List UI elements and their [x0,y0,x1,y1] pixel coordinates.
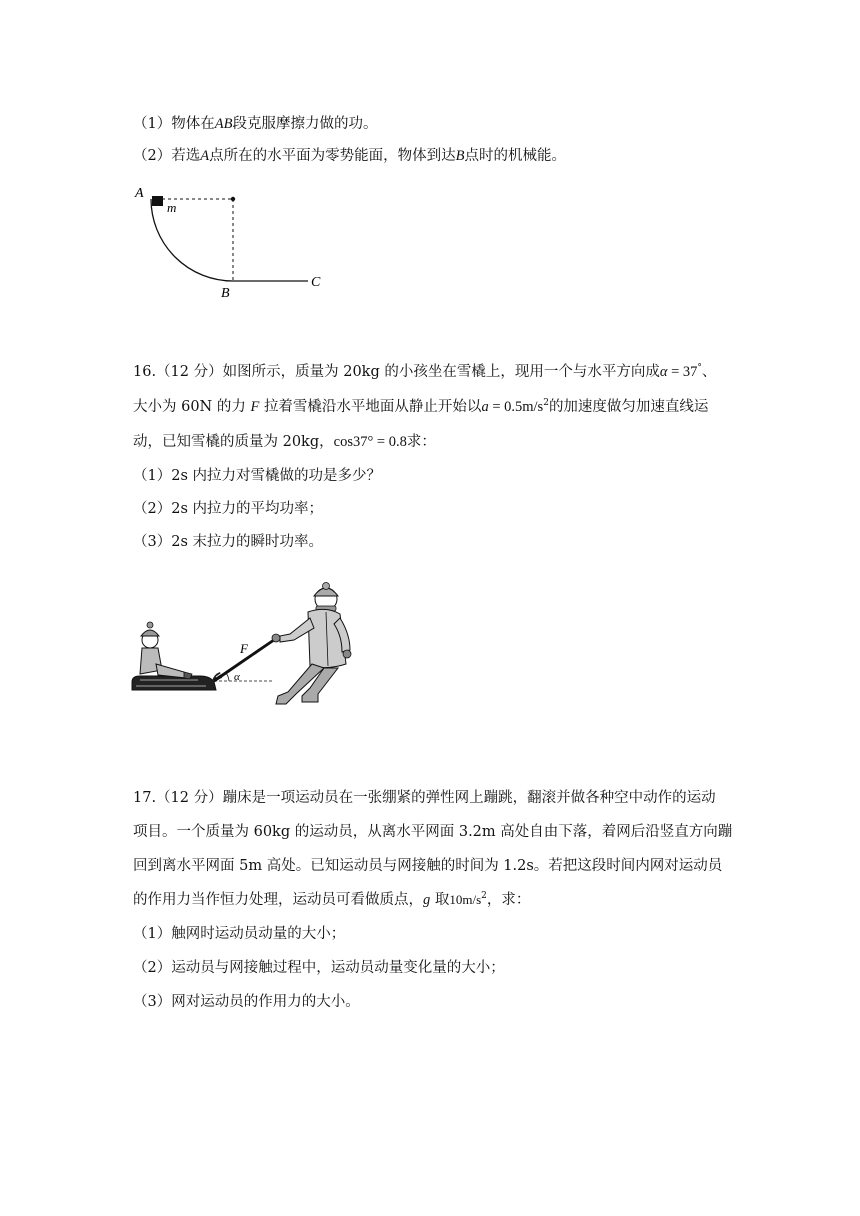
q15-sub1: （1）物体在AB段克服摩擦力做的功。 [133,116,378,132]
q16-line3: 动，已知雪橇的质量为 20kg，cos37° = 0.8求： [133,434,436,450]
q16-line2: 大小为 60N 的力 F 拉着雪橇沿水平地面从静止开始以$a = 0.5m/s^2$的加速度做匀加速直线运 [133,398,709,415]
q16-figure-sled [128,578,368,713]
q17-line1: 17.（12 分）蹦床是一项运动员在一张绷紧的弹性网上蹦跳，翻滚并做各种空中动作的运动 [133,790,716,806]
q17-line3: 回到离水平网面 5m 高处。已知运动员与网接触的时间为 1.2s。若把这段时间内网对运动员 [133,858,723,874]
q16-sub2: （2）2s 内拉力的平均功率； [133,501,323,517]
q15-figure-track [128,182,338,302]
label-C: C [311,275,321,290]
q17-sub2: （2）运动员与网接触过程中，运动员动量变化量的大小； [133,960,505,976]
q17-line2: 项目。一个质量为 60kg 的运动员，从离水平网面 3.2m 高处自由下落，着网后沿竖直方向蹦 [133,824,733,840]
q16-line1: 16.（12 分）如图所示，质量为 20kg 的小孩坐在雪橇上，现用一个与水平方向成α = 37°、 [133,363,717,380]
q16-sub3: （3）2s 末拉力的瞬时功率。 [133,534,323,550]
q15-sub2: （2）若选A点所在的水平面为零势能面，物体到达B点时的机械能。 [133,148,566,164]
label-B: B [221,286,230,301]
q16-sub1: （1）2s 内拉力对雪橇做的功是多少？ [133,468,381,484]
label-alpha: α [234,671,240,683]
label-m: m [167,200,177,215]
q17-sub3: （3）网对运动员的作用力的大小。 [133,994,360,1010]
label-F: F [240,641,248,656]
q17-sub1: （1）触网时运动员动量的大小； [133,926,346,942]
q17-line4: 的作用力当作恒力处理，运动员可看做质点，g 取$10m/s^2$，求： [133,891,531,908]
label-A: A [135,186,144,201]
